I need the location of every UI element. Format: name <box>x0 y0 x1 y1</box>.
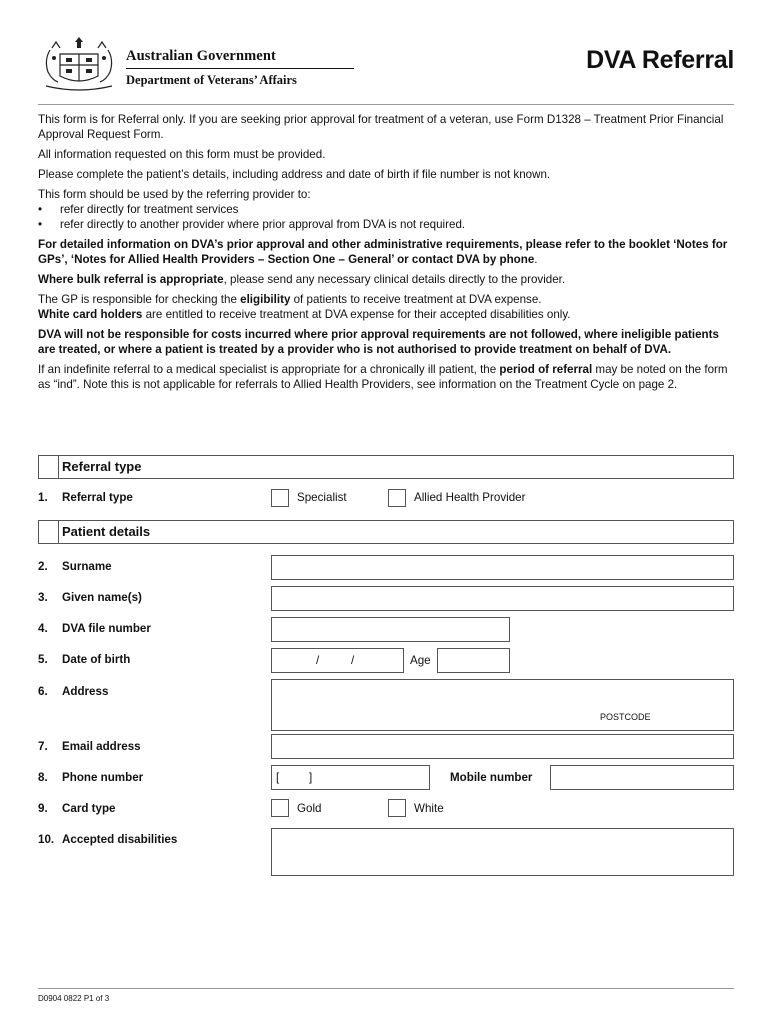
intro-p6-bold: Where bulk referral is appropriate <box>38 273 224 286</box>
dva-file-number-label: DVA file number <box>62 622 151 635</box>
coat-of-arms-icon <box>38 36 120 92</box>
gold-card-label: Gold <box>297 802 322 815</box>
intro-p5 <box>38 237 734 267</box>
specialist-checkbox[interactable] <box>271 489 289 507</box>
field-address <box>38 685 108 698</box>
mobile-label: Mobile number <box>450 771 533 784</box>
allied-health-label: Allied Health Provider <box>414 491 526 504</box>
intro-p7-b: of patients to receive treatment at DVA expense. <box>290 293 542 306</box>
field-number: 9. <box>38 802 48 815</box>
address-input[interactable] <box>271 679 734 731</box>
field-referral-type <box>38 491 133 504</box>
date-of-birth-label: Date of birth <box>62 653 131 666</box>
field-number: 3. <box>38 591 48 604</box>
age-label: Age <box>410 654 431 667</box>
allied-health-checkbox[interactable] <box>388 489 406 507</box>
intro-p10-b: may be noted on the form as “ind”. Note this is not applicable for referrals to Allied Health Providers, see information on the Treatment Cycle on page 2. <box>38 363 728 391</box>
given-names-input[interactable] <box>271 586 734 611</box>
intro-p8-bold: White card holders <box>38 308 143 321</box>
intro-p5-bold: For detailed information on DVA’s prior approval and other administrative requirements, please refer to the booklet ‘Notes for GPs’, ‘Notes for Allied Health Providers – Section One – General’ or contact DVA by phone <box>38 238 728 266</box>
specialist-label: Specialist <box>297 491 347 504</box>
form-code: D0904 0822 P1 of 3 <box>38 994 110 1003</box>
field-number: 7. <box>38 740 48 753</box>
form-title: DVA Referral <box>586 46 734 74</box>
intro-p6-rest: , please send any necessary clinical details directly to the provider. <box>223 273 566 286</box>
intro-p8-rest: are entitled to receive treatment at DVA expense for their accepted disabilities only. <box>142 308 571 321</box>
intro-bullet-2: • refer directly to another provider where prior approval from DVA is not required. <box>38 217 734 232</box>
intro-p2: All information requested on this form must be provided. <box>38 148 326 161</box>
card-type-label: Card type <box>62 802 116 815</box>
accepted-disabilities-label: Accepted disabilities <box>62 833 178 846</box>
intro-p7 <box>38 292 734 307</box>
age-input[interactable] <box>437 648 510 673</box>
government-logotype <box>126 48 354 88</box>
dva-file-number-input[interactable] <box>271 617 510 642</box>
intro-p3: Please complete the patient’s details, including address and date of birth if file number is not known. <box>38 168 551 181</box>
date-of-birth-input[interactable] <box>271 648 404 673</box>
header-divider <box>38 104 734 105</box>
surname-input[interactable] <box>271 555 734 580</box>
intro-p6 <box>38 272 734 287</box>
white-card-checkbox[interactable] <box>388 799 406 817</box>
gov-line-2: Department of Veterans’ Affairs <box>126 73 297 87</box>
field-phone <box>38 771 143 784</box>
field-accepted-disabilities <box>38 833 177 846</box>
field-number: 5. <box>38 653 48 666</box>
dob-separator-1: / <box>316 654 320 667</box>
field-number: 8. <box>38 771 48 784</box>
intro-p7-a: The GP is responsible for checking the <box>38 293 241 306</box>
field-number: 1. <box>38 491 48 504</box>
field-number: 6. <box>38 685 48 698</box>
section-referral-type-title: Referral type <box>62 459 142 474</box>
footer-divider <box>38 988 734 989</box>
intro-p1: This form is for Referral only. If you are seeking prior approval for treatment of a veteran, use Form D1328 – Treatment Prior Financial Approval Request Form. <box>38 113 724 141</box>
intro-p9 <box>38 327 734 357</box>
field-number: 2. <box>38 560 48 573</box>
mobile-input[interactable] <box>550 765 734 790</box>
field-email <box>38 740 141 753</box>
field-number: 10. <box>38 833 55 846</box>
intro-p10-bold: period of referral <box>499 363 593 376</box>
white-card-label: White <box>414 802 444 815</box>
field-card-type <box>38 802 115 815</box>
section-referral-type <box>38 455 734 479</box>
intro-p9-bold: DVA will not be responsible for costs incurred where prior approval requirements are not followed, where ineligible patients are treated, or where a patient is treated by a provider who is not authorised to provide treatment on behalf of DVA <box>38 328 719 356</box>
gov-divider <box>126 68 354 69</box>
section-marker <box>58 521 59 543</box>
phone-area-close: ] <box>309 771 313 784</box>
section-patient-details-title: Patient details <box>62 524 151 539</box>
email-label: Email address <box>62 740 141 753</box>
intro-p9-end: . <box>667 343 672 356</box>
phone-input[interactable] <box>271 765 430 790</box>
intro-bullets <box>38 202 734 232</box>
intro-p7-bold: eligibility <box>240 293 291 306</box>
intro-p4: This form should be used by the referring provider to: <box>38 188 311 201</box>
field-number: 4. <box>38 622 48 635</box>
section-marker <box>58 456 59 478</box>
field-surname <box>38 560 112 573</box>
referral-type-label: Referral type <box>62 491 133 504</box>
phone-label: Phone number <box>62 771 144 784</box>
intro-bullet-1: • refer directly for treatment services <box>38 202 734 217</box>
form-header <box>38 36 734 100</box>
field-dva-file-number <box>38 622 151 635</box>
address-label: Address <box>62 685 109 698</box>
intro-p5-end: . <box>534 253 538 266</box>
gov-line-1: Australian Government <box>126 48 276 64</box>
intro-p8 <box>38 307 734 322</box>
dob-separator-2: / <box>351 654 355 667</box>
section-patient-details <box>38 520 734 544</box>
gold-card-checkbox[interactable] <box>271 799 289 817</box>
intro-p10 <box>38 362 734 392</box>
field-given-names <box>38 591 142 604</box>
phone-area-open: [ <box>276 771 280 784</box>
given-names-label: Given name(s) <box>62 591 142 604</box>
intro-text <box>38 112 734 397</box>
intro-p10-a: If an indefinite referral to a medical specialist is appropriate for a chronically ill patient, the <box>38 363 500 376</box>
surname-label: Surname <box>62 560 112 573</box>
field-date-of-birth <box>38 653 130 666</box>
accepted-disabilities-input[interactable] <box>271 828 734 876</box>
postcode-label: POSTCODE <box>600 712 651 722</box>
email-input[interactable] <box>271 734 734 759</box>
